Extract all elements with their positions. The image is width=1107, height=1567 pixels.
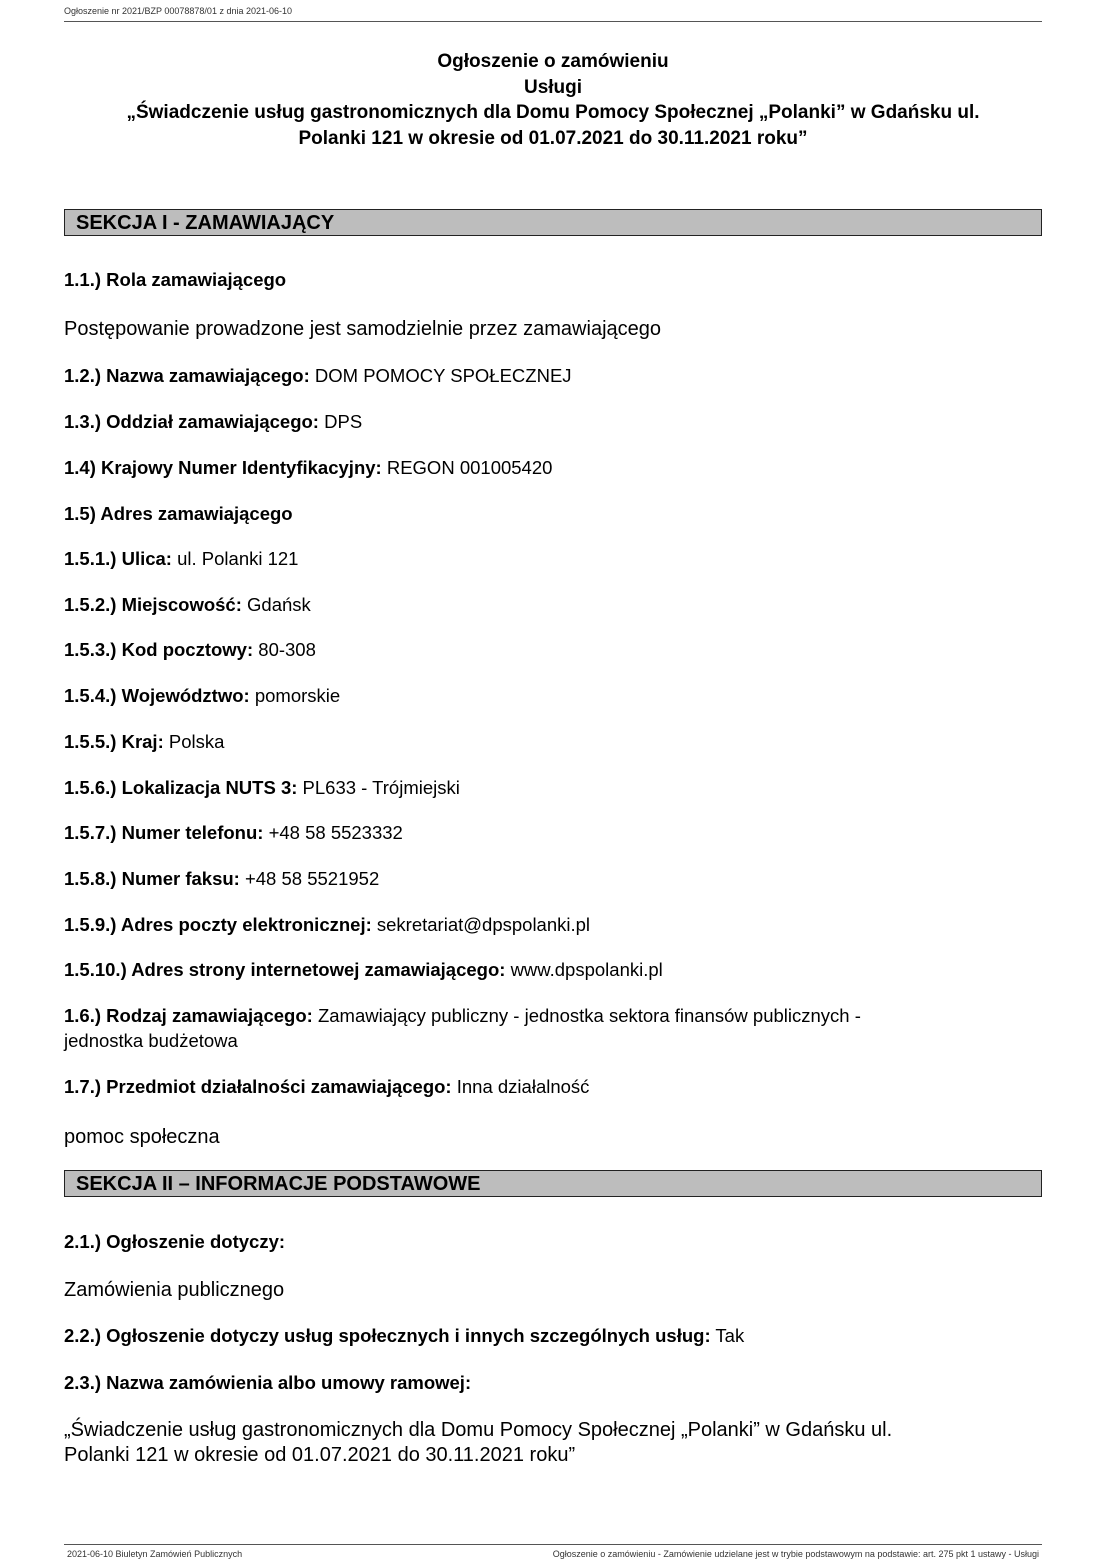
field-1-7-text: pomoc społeczna (64, 1126, 220, 1148)
field-1-5-1: 1.5.1.) Ulica: ul. Polanki 121 (64, 548, 299, 569)
field-1-3: 1.3.) Oddział zamawiającego: DPS (64, 411, 363, 432)
title-line-3: „Świadczenie usług gastronomicznych dla Domu Pomocy Społecznej „Polanki” w Gdańsku ul. (126, 102, 980, 123)
footer-right: Ogłoszenie o zamówieniu - Zamówienie udzielane jest w trybie podstawowym na podstawie: art. 275 pkt 1 ustawy - Usługi (552, 1549, 1039, 1559)
field-1-1-text: Postępowanie prowadzone jest samodzielnie przez zamawiającego (64, 318, 662, 340)
field-1-5-7: 1.5.7.) Numer telefonu: +48 58 5523332 (64, 822, 403, 843)
field-2-3-text: „Świadczenie usług gastronomicznych dla Domu Pomocy Społecznej „Polanki” w Gdańsku ul. Polanki 121 w okresie od 01.07.2021 do 30.11.2021 roku” (64, 1419, 893, 1466)
field-2-2: 2.2.) Ogłoszenie dotyczy usług społecznych i innych szczególnych usług: Tak (64, 1325, 745, 1346)
field-1-5-10: 1.5.10.) Adres strony internetowej zamawiającego: www.dpspolanki.pl (64, 959, 663, 980)
title-line-2: Usługi (523, 76, 583, 98)
field-1-5-2: 1.5.2.) Miejscowość: Gdańsk (64, 594, 311, 615)
field-1-5-4: 1.5.4.) Województwo: pomorskie (64, 685, 341, 706)
field-1-1-label: 1.1.) Rola zamawiającego (64, 269, 287, 290)
title-line-1: Ogłoszenie o zamówieniu (437, 51, 669, 72)
field-1-5: 1.5) Adres zamawiającego (64, 503, 293, 524)
field-1-6: 1.6.) Rodzaj zamawiającego: Zamawiający publiczny - jednostka sektora finansów publicznych - jednostka budżetowa (64, 1005, 861, 1051)
footer-rule (64, 1544, 1042, 1545)
header-notice-ref: Ogłoszenie nr 2021/BZP 00078878/01 z dnia 2021-06-10 (64, 6, 293, 16)
field-2-1-text: Zamówienia publicznego (64, 1279, 285, 1301)
field-1-5-9: 1.5.9.) Adres poczty elektronicznej: sekretariat@dpspolanki.pl (64, 914, 591, 935)
field-1-5-6: 1.5.6.) Lokalizacja NUTS 3: PL633 - Trójmiejski (64, 777, 460, 798)
field-1-7: 1.7.) Przedmiot działalności zamawiającego: Inna działalność (64, 1076, 590, 1097)
title-line-4: Polanki 121 w okresie od 01.07.2021 do 30.11.2021 roku” (298, 127, 808, 149)
footer-left: 2021-06-10 Biuletyn Zamówień Publicznych (67, 1549, 243, 1559)
section-2-heading: SEKCJA II – INFORMACJE PODSTAWOWE (64, 1170, 1042, 1197)
header-rule (64, 21, 1042, 22)
field-1-5-5: 1.5.5.) Kraj: Polska (64, 731, 225, 752)
section-1-heading: SEKCJA I - ZAMAWIAJĄCY (64, 209, 1042, 236)
field-1-4: 1.4) Krajowy Numer Identyfikacyjny: REGON 001005420 (64, 457, 553, 478)
field-2-1-label: 2.1.) Ogłoszenie dotyczy: (64, 1231, 286, 1252)
field-1-2: 1.2.) Nazwa zamawiającego: DOM POMOCY SPOŁECZNEJ (64, 365, 572, 386)
field-2-3-label: 2.3.) Nazwa zamówienia albo umowy ramowej: (64, 1372, 472, 1393)
document-title (64, 49, 1042, 151)
field-1-5-8: 1.5.8.) Numer faksu: +48 58 5521952 (64, 868, 380, 889)
field-1-5-3: 1.5.3.) Kod pocztowy: 80-308 (64, 639, 316, 660)
